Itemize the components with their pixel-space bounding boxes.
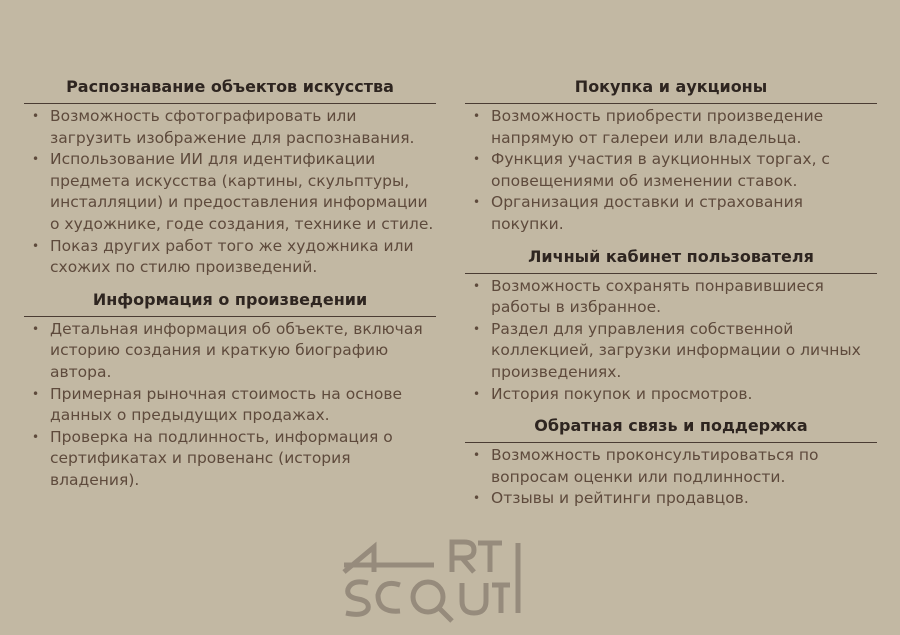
section-title: Личный кабинет пользователя xyxy=(465,242,877,274)
list-item: • Организация доставки и страхования покупки. xyxy=(465,192,877,235)
list-item: • Функция участия в аукционных торгах, с оповещениями об изменении ставок. xyxy=(465,149,877,192)
bullet-list xyxy=(24,317,436,492)
right-column xyxy=(465,72,877,516)
bullet-list xyxy=(465,443,877,510)
list-item: • Отзывы и рейтинги продавцов. xyxy=(465,488,877,510)
section-feedback-support xyxy=(465,411,877,510)
list-item: • Показ других работ того же художника или схожих по стилю произведений. xyxy=(24,236,436,279)
section-artwork-info xyxy=(24,285,436,492)
list-item: • Возможность приобрести произведение напрямую от галереи или владельца. xyxy=(465,106,877,149)
section-purchase-auctions xyxy=(465,72,877,236)
list-item: • Использование ИИ для идентификации предмета искусства (картины, скульптуры, инсталляции) и предоставления информации о художнике, годе создания, технике и стиле. xyxy=(24,149,436,235)
section-recognition xyxy=(24,72,436,279)
section-title: Информация о произведении xyxy=(24,285,436,317)
list-item: • Проверка на подлинность, информация о сертификатах и провенанс (история владения). xyxy=(24,427,436,492)
section-title: Покупка и аукционы xyxy=(465,72,877,104)
section-user-account xyxy=(465,242,877,406)
list-item: • Детальная информация об объекте, включая историю создания и краткую биографию автора. xyxy=(24,319,436,384)
art-scout-logo xyxy=(338,535,528,625)
list-item: • Примерная рыночная стоимость на основе данных о предыдущих продажах. xyxy=(24,384,436,427)
bullet-list xyxy=(24,104,436,279)
section-title: Распознавание объектов искусства xyxy=(24,72,436,104)
list-item: • Возможность проконсультироваться по вопросам оценки или подлинности. xyxy=(465,445,877,488)
list-item: • Возможность сфотографировать или загрузить изображение для распознавания. xyxy=(24,106,436,149)
list-item: • Раздел для управления собственной коллекцией, загрузки информации о личных произведениях. xyxy=(465,319,877,384)
left-column xyxy=(24,72,436,498)
list-item: • История покупок и просмотров. xyxy=(465,384,877,406)
bullet-list xyxy=(465,104,877,236)
list-item: • Возможность сохранять понравившиеся работы в избранное. xyxy=(465,276,877,319)
section-title: Обратная связь и поддержка xyxy=(465,411,877,443)
bullet-list xyxy=(465,274,877,406)
